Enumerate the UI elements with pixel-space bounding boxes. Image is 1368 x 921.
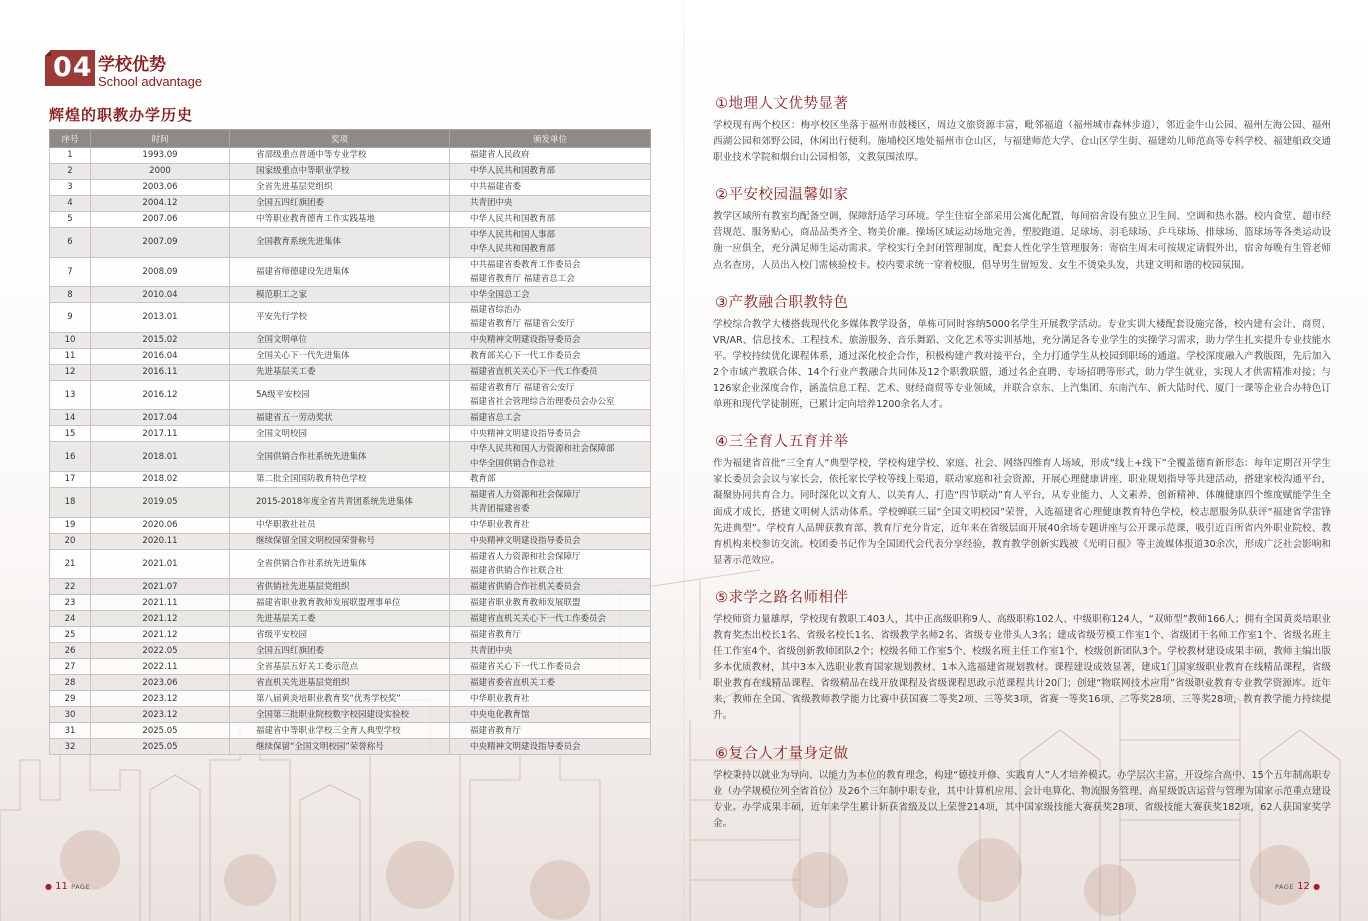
row-number: 3 xyxy=(50,180,91,196)
issuer-line: 福建省供销合作社机关委员会 xyxy=(470,581,581,592)
row-time: 2023.06 xyxy=(91,675,230,691)
issuer-line: 中央电化教育馆 xyxy=(470,709,530,720)
advantage-paragraph: 教学区域所有教室均配备空调，保障舒适学习环境。学生住宿全部采用公寓化配置，每间宿舍设有独立卫生间、空调和热水器。校内食堂、超市经营规范、服务贴心，商品品类齐全、物美价廉。操场区域运动场地完善，塑胶跑道、足球场、羽毛球场、乒乓球场、排球场、篮球场等各类运动设施一应俱全，充分满足师生运动需求。学校实行全封闭管理制度，配套人性化学生管理服务：寄宿生周末可按规定请假外出，宿舍每晚有生管老师点名查房，人员出入校门需核验校卡。校内要求统一穿着校服，倡导男生留短发、女生不烫染头发，共建文明和谐的校园氛围。 xyxy=(713,211,1331,271)
row-number: 31 xyxy=(50,723,91,739)
table-row xyxy=(50,579,651,595)
right-page-number: PAGE 12 ● xyxy=(1275,881,1321,892)
row-award: 全省基层五好关工委示范点 xyxy=(230,659,450,675)
row-time: 2007.06 xyxy=(91,212,230,228)
row-issuer xyxy=(450,611,651,627)
row-number: 18 xyxy=(50,487,91,517)
advantage-paragraph: 学校现有两个校区：梅亭校区坐落于福州市鼓楼区，周边文旅资源丰富，毗邻福道（福州城市森林步道），邻近金牛山公园、福州左海公园、福州西湖公园和郊野公园，休闲出行便利。施埔校区地处福州市仓山区，与福建师范大学、仓山区学生街、福建幼儿师范高等专科学校、福建船政交通职业技术学院和烟台山公园相邻，文教氛围浓厚。 xyxy=(713,120,1331,164)
row-time: 2023.12 xyxy=(91,691,230,707)
row-number: 30 xyxy=(50,707,91,723)
issuer-line: 中央精神文明建设指导委员会 xyxy=(470,335,581,346)
row-time: 2021.12 xyxy=(91,611,230,627)
issuer-line: 中华人民共和国教育部 xyxy=(470,166,556,177)
issuer-line: 福建省社会管理综合治理委员会办公室 xyxy=(470,397,615,408)
advantage-paragraph: 作为福建省首批“三全育人”典型学校，学校构建学校、家庭、社会、网络四维育人场域，形成“线上+线下”全覆盖德育新形态：每年定期召开学生家长委员会会议与家长会，依托家长学校等线上渠道，联动家庭和社会资源，开展心理健康讲座、职业规划指导等共建活动，搭建家校沟通平台，凝聚协同共育合力。同时深化以文育人、以美育人，打造“四节联动”育人平台，从专业能力、人文素养、创新精神、体魄健康四个维度赋能学生全面成才成长，搭建文明树人活动体系。学校蝉联三届“全国文明校园”荣誉，入选福建省心理健康教育特色学校，校志愿服务队获评“福建省学雷锋先进典型”。学校育人品牌获教育部、教育厅充分肯定，近年来在省级层面开展40余场专题讲座与公开课示范课，吸引近百所省内外职业院校、教育机构来校参访交流。校团委书记作为全国团代会代表分享经验，教育教学创新实践被《光明日报》等主流媒体报道30余次，形成广泛社会影响和显著示范效应。 xyxy=(713,458,1331,566)
row-issuer xyxy=(450,180,651,196)
row-award: 5A级平安校园 xyxy=(230,380,450,410)
row-issuer xyxy=(450,723,651,739)
row-time: 2016.04 xyxy=(91,348,230,364)
row-number: 25 xyxy=(50,627,91,643)
row-number: 29 xyxy=(50,691,91,707)
section-title: 学校优势 xyxy=(98,55,166,75)
row-award: 省级平安校园 xyxy=(230,627,450,643)
row-time: 2018.01 xyxy=(91,442,230,472)
left-page-number: ● 11 PAGE xyxy=(45,881,91,892)
section-number: 04 xyxy=(53,52,93,83)
advantage-heading: ②平安校园温馨如家 xyxy=(715,187,849,204)
issuer-line: 中央精神文明建设指导委员会 xyxy=(470,428,581,439)
table-row xyxy=(50,675,651,691)
advantage-paragraph: 学校秉持以就业为导向、以能力为本位的教育理念，构建“德技并修、实践育人”人才培养模式。办学层次丰富，开设综合高中、15个五年制高职专业（办学规模位列全省首位）及26个三年制中职专业，其中计算机应用、会计电算化、物流服务管理、高星级饭店运营与管理为国家示范重点建设专业。办学成果丰硕，近年来学生累计斩获省级及以上荣誉214项，其中国家级技能大赛获奖28项、省级技能大赛获奖182项，62人获国家奖学金。 xyxy=(713,769,1331,829)
issuer-line: 中华全国供销合作总社 xyxy=(470,458,556,469)
issuer-line: 中华人民共和国人事部 xyxy=(470,230,556,240)
row-time: 1993.09 xyxy=(91,148,230,164)
advantage-section xyxy=(713,291,1331,414)
row-number: 22 xyxy=(50,579,91,595)
advantage-paragraph: 学校综合教学大楼搭载现代化多媒体教学设备，单栋可同时容纳5000名学生开展教学活动。专业实训大楼配套设施完备，校内建有会计、商贸、VR/AR、信息技术、工程技术、旅游服务、音乐舞蹈、文化艺术等实训基地，充分满足各专业学生的实操学习需求，助力学生扎实提升专业技能水平。学校持续优化课程体系，通过深化校企合作，积极构建产教对接平台，全力打通学生从校园到职场的通道。学校深度融入产教版图，先后加入2个市域产教联合体、14个行业产教融合共同体及12个职教联盟，通过名企直聘、专场招聘等形式，助力学生就业，实现人才供需精准对接；与126家企业深度合作，涵盖信息工程、艺术、财经商贸等专业领域，并联合京东、上汽集团、东南汽车、新大陆时代、厦门一课等企业合办特色订单班和现代学徒制班，已累计定向培养1200余名人才。 xyxy=(713,318,1331,411)
row-award: 省供销社先进基层党组织 xyxy=(230,579,450,595)
row-award: 全国文明单位 xyxy=(230,332,450,348)
row-number: 24 xyxy=(50,611,91,627)
row-award: 全国教育系统先进集体 xyxy=(230,228,450,258)
row-time: 2017.11 xyxy=(91,426,230,442)
issuer-line: 中华人民共和国教育部 xyxy=(470,244,556,255)
section-title-en: School advantage xyxy=(98,74,203,89)
table-row xyxy=(50,739,651,755)
row-number: 21 xyxy=(50,549,91,579)
row-time: 2016.11 xyxy=(91,364,230,380)
row-time: 2018.02 xyxy=(91,471,230,487)
row-number: 27 xyxy=(50,659,91,675)
issuer-line: 共青团中央 xyxy=(470,198,513,209)
row-award: 省直机关先进基层党组织 xyxy=(230,675,450,691)
row-issuer xyxy=(450,212,651,228)
row-award: 全国供销合作社系统先进集体 xyxy=(230,442,450,472)
row-award: 中等职业教育德育工作实践基地 xyxy=(230,212,450,228)
row-award: 2015-2018年度全省共青团系统先进集体 xyxy=(230,487,450,517)
row-number: 15 xyxy=(50,426,91,442)
issuer-line: 中央精神文明建设指导委员会 xyxy=(470,535,581,546)
row-time: 2000 xyxy=(91,164,230,180)
table-header-row xyxy=(50,130,651,148)
row-time: 2021.01 xyxy=(91,549,230,579)
table-row xyxy=(50,332,651,348)
row-award: 中华职教社社员 xyxy=(230,517,450,533)
issuer-line: 中华职业教育社 xyxy=(470,693,530,704)
column-header-award: 奖项 xyxy=(230,130,450,148)
issuer-line: 福建省综治办 xyxy=(470,305,522,316)
table-row xyxy=(50,148,651,164)
row-issuer xyxy=(450,627,651,643)
advantage-section xyxy=(713,742,1331,832)
row-time: 2007.09 xyxy=(91,228,230,258)
row-issuer xyxy=(450,426,651,442)
issuer-line: 福建省教育厅 xyxy=(470,629,522,640)
table-row xyxy=(50,442,651,472)
table-row xyxy=(50,257,651,287)
advantage-section xyxy=(713,183,1331,273)
table-row xyxy=(50,364,651,380)
row-award: 全国第三批职业院校数字校园建设实验校 xyxy=(230,707,450,723)
row-number: 20 xyxy=(50,533,91,549)
table-row xyxy=(50,595,651,611)
row-issuer xyxy=(450,579,651,595)
row-issuer xyxy=(450,164,651,180)
row-time: 2008.09 xyxy=(91,257,230,287)
row-number: 23 xyxy=(50,595,91,611)
row-time: 2003.06 xyxy=(91,180,230,196)
table-row xyxy=(50,426,651,442)
row-award: 先进基层关工委 xyxy=(230,611,450,627)
row-number: 14 xyxy=(50,410,91,426)
issuer-line: 福建省人民政府 xyxy=(470,150,530,161)
row-time: 2021.07 xyxy=(91,579,230,595)
row-award: 模范职工之家 xyxy=(230,287,450,303)
column-header-unit: 颁发单位 xyxy=(450,130,651,148)
row-number: 26 xyxy=(50,643,91,659)
row-number: 13 xyxy=(50,380,91,410)
row-award: 全省先进基层党组织 xyxy=(230,180,450,196)
issuer-line: 中央精神文明建设指导委员会 xyxy=(470,741,581,752)
table-row xyxy=(50,659,651,675)
row-number: 19 xyxy=(50,517,91,533)
row-award: 福建省职业教育教师发展联盟理事单位 xyxy=(230,595,450,611)
page-dot-icon: ● xyxy=(1313,882,1321,891)
issuer-line: 福建省人力资源和社会保障厅 xyxy=(470,489,581,500)
issuer-line: 共青团福建省委 xyxy=(470,504,530,515)
row-issuer xyxy=(450,348,651,364)
advantage-heading: ③产教融合职教特色 xyxy=(715,294,849,311)
table-row xyxy=(50,691,651,707)
row-issuer xyxy=(450,442,651,472)
table-row xyxy=(50,627,651,643)
page-spine xyxy=(683,0,685,921)
history-subtitle: 辉煌的职教办学历史 xyxy=(49,106,194,124)
issuer-line: 福建省直机关关心下一代工作委员 xyxy=(470,367,598,378)
row-number: 11 xyxy=(50,348,91,364)
row-issuer xyxy=(450,287,651,303)
row-time: 2017.04 xyxy=(91,410,230,426)
row-award: 全省供销合作社系统先进集体 xyxy=(230,549,450,579)
row-award: 国家级重点中等职业学校 xyxy=(230,164,450,180)
issuer-line: 福建省职业教育教师发展联盟 xyxy=(470,597,581,608)
row-number: 8 xyxy=(50,287,91,303)
table-row xyxy=(50,303,651,333)
row-issuer xyxy=(450,380,651,410)
table-row xyxy=(50,723,651,739)
row-issuer xyxy=(450,410,651,426)
table-row xyxy=(50,643,651,659)
row-award: 省部级重点普通中等专业学校 xyxy=(230,148,450,164)
row-number: 1 xyxy=(50,148,91,164)
issuer-line: 中华全国总工会 xyxy=(470,289,530,300)
table-row xyxy=(50,533,651,549)
row-award: 第八届黄炎培职业教育奖“优秀学校奖” xyxy=(230,691,450,707)
table-row xyxy=(50,517,651,533)
table-row xyxy=(50,348,651,364)
row-issuer xyxy=(450,659,651,675)
row-number: 16 xyxy=(50,442,91,472)
row-time: 2021.12 xyxy=(91,627,230,643)
issuer-line: 福建省教育厅 福建省总工会 xyxy=(470,273,575,284)
row-number: 12 xyxy=(50,364,91,380)
table-row xyxy=(50,487,651,517)
row-number: 7 xyxy=(50,257,91,287)
row-issuer xyxy=(450,148,651,164)
issuer-line: 中共福建省委 xyxy=(470,182,522,193)
row-issuer xyxy=(450,471,651,487)
issuer-line: 中华人民共和国教育部 xyxy=(470,214,556,225)
table-row xyxy=(50,471,651,487)
row-time: 2015.02 xyxy=(91,332,230,348)
advantage-heading: ①地理人文优势显著 xyxy=(715,96,849,112)
table-row xyxy=(50,287,651,303)
row-award: 福建省五一劳动奖状 xyxy=(230,410,450,426)
row-number: 32 xyxy=(50,739,91,755)
advantage-section xyxy=(713,92,1331,166)
advantage-paragraph: 学校师资力量雄厚，学校现有教职工403人，其中正高级职称9人、高级职称102人、中级职称124人，“双师型”教师166人；拥有全国黄炎培职业教育奖杰出校长1名、省级名校长1名、省级教学名师2名、省级专业带头人3名；建成省级劳模工作室1个、省级团干名师工作室1个、省级名班主任工作室4个、省级创新教师团队2个；校级名师工作室5个、校级名班主任工作室1个、校级创新团队3个。学校教材建设成果丰硕，教师主编出版多本优质教材，其中3本入选职业教育国家规划教材、1本入选福建省规划教材。课程建设成效显著，建成1门国家级职业教育在线精品课程，省级职业教育在线精品课程、省级精品在线开放课程及省级课程思政示范课程共计20门；创建“物联网技术应用”省级职业教育专业教学资源库。近年来，教师在全国、省级教师教学能力比赛中获国赛二等奖2项、三等奖3项，省赛一等奖16项、二等奖28项、三等奖28项，教育教学能力持续提升。 xyxy=(713,613,1331,722)
row-time: 2016.12 xyxy=(91,380,230,410)
row-issuer xyxy=(450,675,651,691)
table-row xyxy=(50,196,651,212)
row-time: 2025.05 xyxy=(91,739,230,755)
issuer-line: 中共福建省委教育工作委员会 xyxy=(470,259,581,270)
row-time: 2020.11 xyxy=(91,533,230,549)
row-issuer xyxy=(450,691,651,707)
table-row xyxy=(50,549,651,579)
table-row xyxy=(50,164,651,180)
issuer-line: 中华职业教育社 xyxy=(470,519,530,530)
row-issuer xyxy=(450,303,651,333)
row-time: 2023.12 xyxy=(91,707,230,723)
advantage-heading: ⑤求学之路名师相伴 xyxy=(715,589,849,606)
row-award: 继续保留全国文明校园荣誉称号 xyxy=(230,533,450,549)
table-row xyxy=(50,212,651,228)
row-award: 平安先行学校 xyxy=(230,303,450,333)
row-award: 福建省师德建设先进集体 xyxy=(230,257,450,287)
row-issuer xyxy=(450,739,651,755)
issuer-line: 中华人民共和国人力资源和社会保障部 xyxy=(470,444,615,455)
row-award: 全国五四红旗团委 xyxy=(230,643,450,659)
row-time: 2021.11 xyxy=(91,595,230,611)
advantage-heading: ④三全育人五育并举 xyxy=(715,434,849,451)
table-row xyxy=(50,380,651,410)
row-number: 10 xyxy=(50,332,91,348)
table-row xyxy=(50,228,651,258)
table-row xyxy=(50,410,651,426)
row-issuer xyxy=(450,549,651,579)
column-header-no: 序号 xyxy=(50,130,91,148)
row-time: 2025.05 xyxy=(91,723,230,739)
row-issuer xyxy=(450,517,651,533)
row-issuer xyxy=(450,332,651,348)
row-number: 5 xyxy=(50,212,91,228)
row-issuer xyxy=(450,228,651,258)
column-header-time: 时间 xyxy=(91,130,230,148)
row-issuer xyxy=(450,707,651,723)
row-issuer xyxy=(450,196,651,212)
advantage-section xyxy=(713,430,1331,569)
row-number: 6 xyxy=(50,228,91,258)
row-award: 先进基层关工委 xyxy=(230,364,450,380)
row-award: 全国关心下一代先进集体 xyxy=(230,348,450,364)
issuer-line: 共青团中央 xyxy=(470,645,513,656)
issuer-line: 福建省教育厅 福建省公安厅 xyxy=(470,319,575,330)
issuer-line: 福建省委省直机关工委 xyxy=(470,677,556,688)
issuer-line: 福建省教育厅 xyxy=(470,725,522,736)
issuer-line: 福建省总工会 xyxy=(470,412,522,423)
row-issuer xyxy=(450,487,651,517)
table-body xyxy=(50,148,651,755)
table-row xyxy=(50,180,651,196)
row-time: 2004.12 xyxy=(91,196,230,212)
row-issuer xyxy=(450,257,651,287)
row-number: 4 xyxy=(50,196,91,212)
row-number: 2 xyxy=(50,164,91,180)
honors-table xyxy=(49,129,651,755)
issuer-line: 福建省教育厅 福建省公安厅 xyxy=(470,382,575,393)
table-row xyxy=(50,707,651,723)
row-time: 2022.05 xyxy=(91,643,230,659)
row-number: 17 xyxy=(50,471,91,487)
row-time: 2013.01 xyxy=(91,303,230,333)
advantage-heading: ⑥复合人才量身定做 xyxy=(715,745,849,762)
row-number: 28 xyxy=(50,675,91,691)
row-award: 福建省中等职业学校三全育人典型学校 xyxy=(230,723,450,739)
issuer-line: 福建省直机关关心下一代工作委员会 xyxy=(470,613,607,624)
issuer-line: 教育部关心下一代工作委员会 xyxy=(470,351,581,362)
row-award: 继续保留“全国文明校园”荣誉称号 xyxy=(230,739,450,755)
row-award: 全国五四红旗团委 xyxy=(230,196,450,212)
issuer-line: 福建省人力资源和社会保障厅 xyxy=(470,551,581,562)
row-issuer xyxy=(450,364,651,380)
row-number: 9 xyxy=(50,303,91,333)
row-award: 全国文明校园 xyxy=(230,426,450,442)
row-award: 第二批全国国防教育特色学校 xyxy=(230,471,450,487)
row-issuer xyxy=(450,643,651,659)
page-dot-icon: ● xyxy=(45,882,52,891)
issuer-line: 福建省关心下一代工作委员会 xyxy=(470,661,581,672)
row-time: 2019.05 xyxy=(91,487,230,517)
issuer-line: 福建省供销合作社联合社 xyxy=(470,565,564,576)
row-time: 2020.06 xyxy=(91,517,230,533)
issuer-line: 教育部 xyxy=(470,474,496,485)
advantages-column xyxy=(713,92,1331,849)
table-row xyxy=(50,611,651,627)
row-time: 2010.04 xyxy=(91,287,230,303)
row-issuer xyxy=(450,533,651,549)
row-time: 2022.11 xyxy=(91,659,230,675)
advantage-section xyxy=(713,586,1331,725)
row-issuer xyxy=(450,595,651,611)
